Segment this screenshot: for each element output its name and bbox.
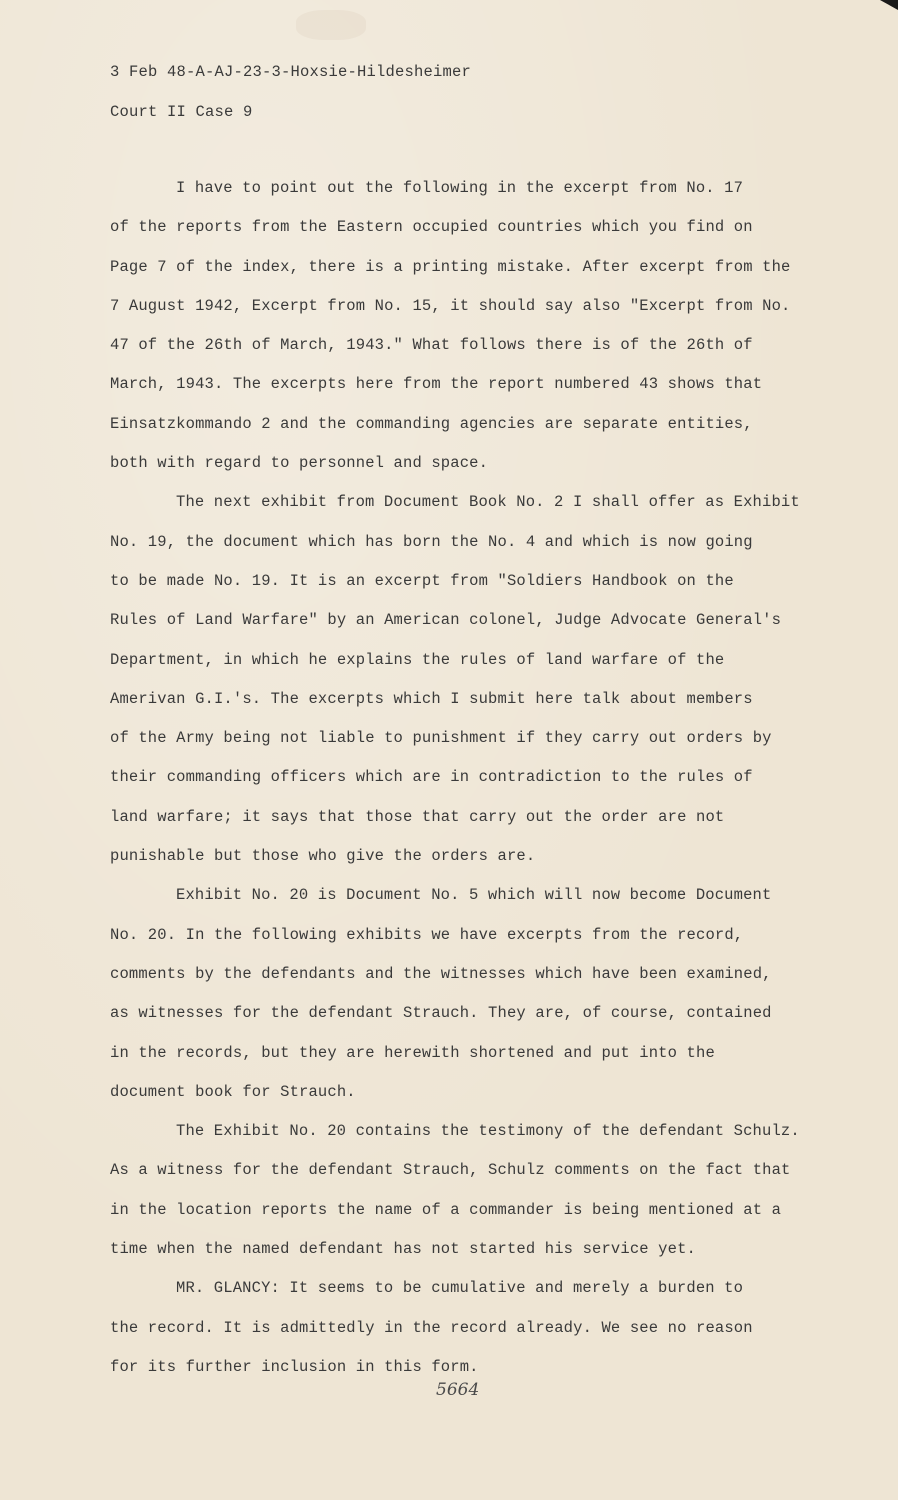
transcript-body [110, 176, 830, 1394]
paragraph-start-line: Exhibit No. 20 is Document No. 5 which will now become Document [176, 886, 772, 905]
text-line: Page 7 of the index, there is a printing mistake. After excerpt from the [110, 257, 791, 276]
text-line: Rules of Land Warfare" by an American colonel, Judge Advocate General's [110, 611, 782, 630]
text-line: as witnesses for the defendant Strauch. They are, of course, contained [110, 1004, 772, 1023]
document-reference: 3 Feb 48-A-AJ-23-3-Hoxsie-Hildesheimer [110, 63, 472, 81]
paragraph-start-line: I have to point out the following in the excerpt from No. 17 [176, 179, 744, 197]
text-line: 47 of the 26th of March, 1943." What follows there is of the 26th of [110, 336, 753, 355]
text-line: document book for Strauch. [110, 1082, 356, 1101]
page-number: 5664 [436, 1380, 480, 1400]
text-line: Amerivan G.I.'s. The excerpts which I submit here talk about members [110, 689, 753, 708]
text-line: time when the named defendant has not started his service yet. [110, 1240, 696, 1259]
text-line: of the reports from the Eastern occupied countries which you find on [110, 218, 753, 237]
text-line: their commanding officers which are in contradiction to the rules of [110, 768, 753, 787]
paragraph-start-line: MR. GLANCY: It seems to be cumulative and merely a burden to [176, 1279, 744, 1298]
paragraph-start-line: The next exhibit from Document Book No. 2 I shall offer as Exhibit [176, 493, 800, 512]
text-line: comments by the defendants and the witnesses which have been examined, [110, 964, 772, 983]
text-line: both with regard to personnel and space. [110, 454, 489, 473]
court-case-label: Court II Case 9 [110, 103, 253, 121]
text-line: of the Army being not liable to punishment if they carry out orders by [110, 729, 772, 748]
text-line: 7 August 1942, Excerpt from No. 15, it should say also "Excerpt from No. [110, 296, 791, 315]
text-line: No. 20. In the following exhibits we have excerpts from the record, [110, 925, 744, 944]
text-line: in the records, but they are herewith shortened and put into the [110, 1043, 715, 1062]
text-line: March, 1943. The excerpts here from the report numbered 43 shows that [110, 375, 763, 394]
text-line: Department, in which he explains the rules of land warfare of the [110, 650, 725, 669]
text-line: to be made No. 19. It is an excerpt from "Soldiers Handbook on the [110, 571, 734, 590]
text-line: the record. It is admittedly in the record already. We see no reason [110, 1318, 753, 1337]
text-line: punishable but those who give the orders are. [110, 847, 536, 866]
paragraph-start-line: The Exhibit No. 20 contains the testimony of the defendant Schulz. [176, 1122, 800, 1141]
corner-mark [880, 0, 898, 10]
text-line: for its further inclusion in this form. [110, 1357, 479, 1376]
paper-stain [296, 10, 366, 40]
text-line: No. 19, the document which has born the No. 4 and which is now going [110, 532, 753, 551]
text-line: in the location reports the name of a commander is being mentioned at a [110, 1200, 782, 1219]
text-line: Einsatzkommando 2 and the commanding agencies are separate entities, [110, 414, 753, 433]
text-line: As a witness for the defendant Strauch, Schulz comments on the fact that [110, 1161, 791, 1180]
text-line: land warfare; it says that those that carry out the order are not [110, 807, 725, 826]
